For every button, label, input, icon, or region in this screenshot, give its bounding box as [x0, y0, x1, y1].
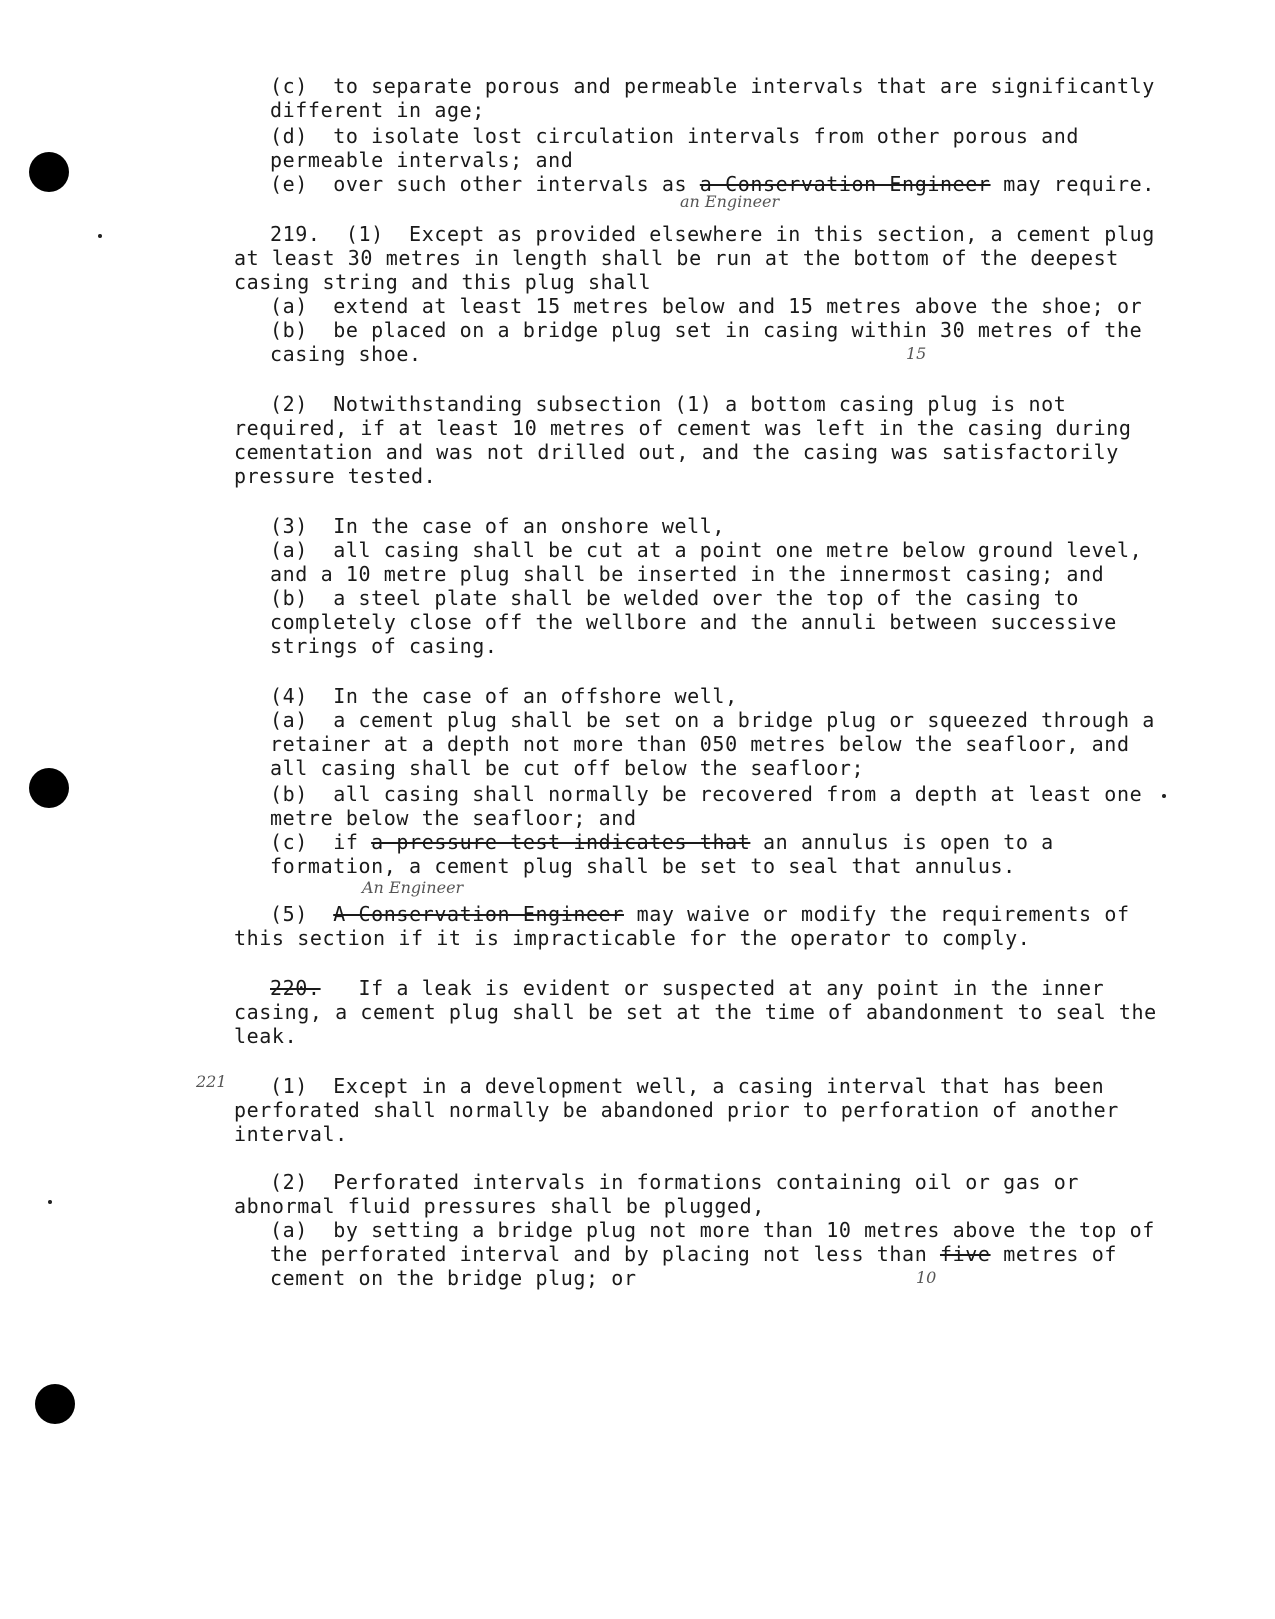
text-line — [234, 1024, 297, 1048]
line-text: formation, a cement plug shall be set to seal that annulus. — [270, 854, 1016, 878]
text-line — [270, 708, 1155, 732]
line-text: (c) if — [270, 830, 372, 854]
text-line — [234, 416, 1132, 440]
line-text: retainer at a depth not more than 050 metres below the seafloor, and — [270, 732, 1130, 756]
line-text: cement on the bridge plug; or — [270, 1266, 637, 1290]
line-text: and a 10 metre plug shall be inserted in the innermost casing; and — [270, 562, 1105, 586]
text-line — [270, 684, 738, 708]
line-text: (4) In the case of an offshore well, — [270, 684, 738, 708]
handwritten-annotation: 15 — [906, 344, 927, 363]
line-text: (a) extend at least 15 metres below and 15 metres above the shoe; or — [270, 294, 1143, 318]
line-text: leak. — [234, 1024, 298, 1048]
text-line — [234, 926, 1030, 950]
struck-text: five — [939, 1242, 991, 1266]
text-line — [270, 902, 1130, 926]
text-line — [270, 1170, 1079, 1194]
line-text: (a) by setting a bridge plug not more than 10 metres above the top of — [270, 1218, 1155, 1242]
punch-hole-bottom — [35, 1384, 75, 1424]
line-text-after: metres of — [990, 1242, 1117, 1266]
text-line — [234, 1098, 1119, 1122]
text-line — [270, 976, 1104, 1000]
text-line — [270, 222, 1155, 246]
line-text: 219. (1) Except as provided elsewhere in this section, a cement plug — [270, 222, 1155, 246]
handwritten-annotation: An Engineer — [362, 878, 464, 897]
line-text: the perforated interval and by placing not less than — [270, 1242, 940, 1266]
text-line — [234, 270, 651, 294]
text-line — [234, 246, 1119, 270]
text-line — [270, 806, 637, 830]
text-line — [270, 610, 1117, 634]
handwritten-annotation: 10 — [916, 1268, 937, 1287]
text-line — [270, 318, 1142, 342]
text-line — [270, 1266, 637, 1290]
text-line — [270, 562, 1104, 586]
text-line — [234, 1194, 765, 1218]
line-text: (a) a cement plug shall be set on a bridge plug or squeezed through a — [270, 708, 1155, 732]
line-text: (d) to isolate lost circulation intervals from other porous and — [270, 124, 1080, 148]
struck-text: A Conservation Engineer — [333, 902, 624, 926]
line-text: all casing shall be cut off below the seafloor; — [270, 756, 865, 780]
handwritten-annotation: an Engineer — [680, 192, 780, 211]
text-line — [270, 514, 725, 538]
line-text: pressure tested. — [234, 464, 437, 488]
text-line — [234, 1122, 348, 1146]
line-text: (2) Notwithstanding subsection (1) a bottom casing plug is not — [270, 392, 1067, 416]
line-text: casing, a cement plug shall be set at the time of abandonment to seal the — [234, 1000, 1157, 1024]
line-text: at least 30 metres in length shall be run at the bottom of the deepest — [234, 246, 1119, 270]
line-text: this section if it is impracticable for the operator to comply. — [234, 926, 1031, 950]
line-text: casing shoe. — [270, 342, 422, 366]
line-text-after: an annulus is open to a — [750, 830, 1054, 854]
line-text: (1) Except in a development well, a casing interval that has been — [270, 1074, 1105, 1098]
line-text: perforated shall normally be abandoned prior to perforation of another — [234, 1098, 1119, 1122]
line-text: interval. — [234, 1122, 348, 1146]
line-text: (b) be placed on a bridge plug set in casing within 30 metres of the — [270, 318, 1143, 342]
text-line — [270, 586, 1079, 610]
text-line — [234, 440, 1119, 464]
line-text: required, if at least 10 metres of cement was left in the casing during — [234, 416, 1132, 440]
line-text: (2) Perforated intervals in formations containing oil or gas or — [270, 1170, 1080, 1194]
line-text: (b) all casing shall normally be recovered from a depth at least one — [270, 782, 1143, 806]
text-line — [270, 732, 1130, 756]
line-text: (a) all casing shall be cut at a point one metre below ground level, — [270, 538, 1143, 562]
text-line — [270, 854, 1016, 878]
line-text: strings of casing. — [270, 634, 498, 658]
line-text: different in age; — [270, 98, 485, 122]
text-line — [270, 1242, 1117, 1266]
text-line — [270, 342, 422, 366]
text-line — [270, 98, 485, 122]
text-line — [270, 634, 498, 658]
punch-hole-top — [29, 152, 69, 192]
text-line — [234, 464, 436, 488]
handwritten-annotation: 221 — [196, 1072, 227, 1091]
struck-text: 220. — [270, 976, 321, 1000]
text-line — [270, 782, 1142, 806]
line-text: (b) a steel plate shall be welded over the top of the casing to — [270, 586, 1080, 610]
struck-text: a Conservation Engineer — [699, 172, 991, 196]
text-line — [270, 294, 1142, 318]
speck-mark — [98, 234, 102, 238]
line-text: (3) In the case of an onshore well, — [270, 514, 726, 538]
line-text: casing string and this plug shall — [234, 270, 652, 294]
line-text-after: may require. — [990, 172, 1155, 196]
text-line — [234, 1000, 1157, 1024]
text-line — [270, 392, 1066, 416]
text-line — [270, 756, 864, 780]
text-line — [270, 1074, 1104, 1098]
speck-mark — [1162, 794, 1166, 798]
text-line — [270, 148, 573, 172]
line-text: (e) over such other intervals as — [270, 172, 700, 196]
text-line — [270, 538, 1142, 562]
speck-mark — [48, 1200, 52, 1204]
line-text: completely close off the wellbore and the annuli between successive — [270, 610, 1117, 634]
line-text: metre below the seafloor; and — [270, 806, 637, 830]
line-text-after: may waive or modify the requirements of — [623, 902, 1130, 926]
line-text: (c) to separate porous and permeable intervals that are significantly — [270, 74, 1155, 98]
text-line — [270, 830, 1054, 854]
line-text: permeable intervals; and — [270, 148, 574, 172]
line-text: abnormal fluid pressures shall be plugged, — [234, 1194, 765, 1218]
line-text-after: If a leak is evident or suspected at any point in the inner — [320, 976, 1105, 1000]
text-line — [270, 74, 1155, 98]
struck-text: a pressure test indicates that — [371, 830, 751, 854]
text-line — [270, 1218, 1155, 1242]
line-text: cementation and was not drilled out, and the casing was satisfactorily — [234, 440, 1119, 464]
text-line — [270, 124, 1079, 148]
punch-hole-middle — [29, 768, 69, 808]
line-text: (5) — [270, 902, 334, 926]
